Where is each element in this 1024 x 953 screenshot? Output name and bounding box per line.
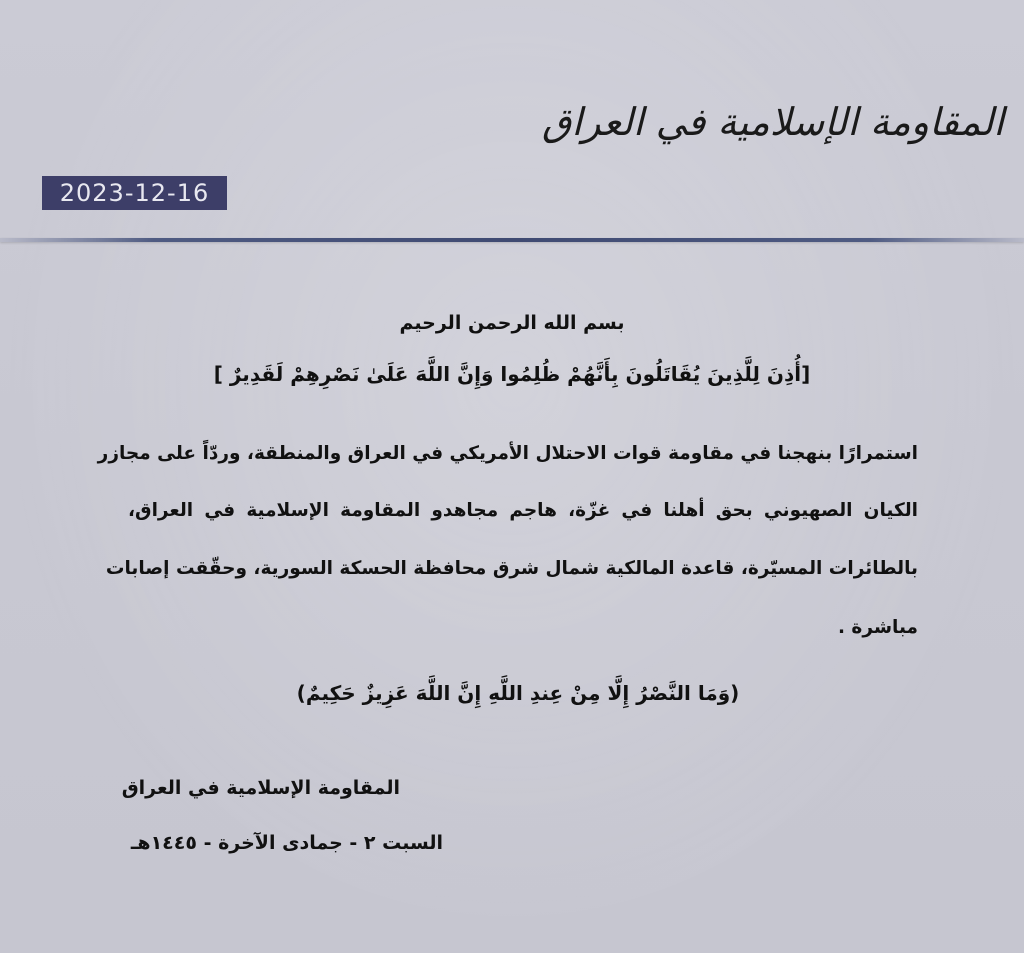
signature-hijri-date: السبت ٢ - جمادى الآخرة - ١٤٤٥هـ <box>130 832 443 854</box>
statement-body-line: مباشرة . <box>837 617 918 638</box>
date-badge: 2023-12-16 <box>42 176 227 210</box>
signature-organization: المقاومة الإسلامية في العراق <box>121 777 400 799</box>
closing-verse: (وَمَا النَّصْرُ إِلَّا مِنْ عِندِ اللَّهِ إِنَّ اللَّهَ عَزِيزٌ حَكِيمٌ) <box>296 681 740 705</box>
opening-verse: [أُذِنَ لِلَّذِينَ يُقَاتَلُونَ بِأَنَّهُمْ ظُلِمُوا وَإِنَّ اللَّهَ عَلَىٰ نَصْرِهِمْ لَقَدِيرٌ ] <box>213 362 811 386</box>
basmala: بسم الله الرحمن الرحيم <box>399 312 625 334</box>
statement-body-line: بالطائرات المسيّرة، قاعدة المالكية شمال شرق محافظة الحسكة السورية، وحقّقت إصابات <box>105 558 918 579</box>
statement-body-line: الكيان الصهيوني بحق أهلنا في غزّة، هاجم مجاهدو المقاومة الإسلامية في العراق، <box>128 500 918 521</box>
header-divider <box>0 238 1024 242</box>
organization-logo: المقاومة الإسلامية في العراق <box>542 100 1004 144</box>
statement-body-line: استمرارًا بنهجنا في مقاومة قوات الاحتلال الأمريكي في العراق والمنطقة، وردّاً على مجازر <box>97 443 918 464</box>
